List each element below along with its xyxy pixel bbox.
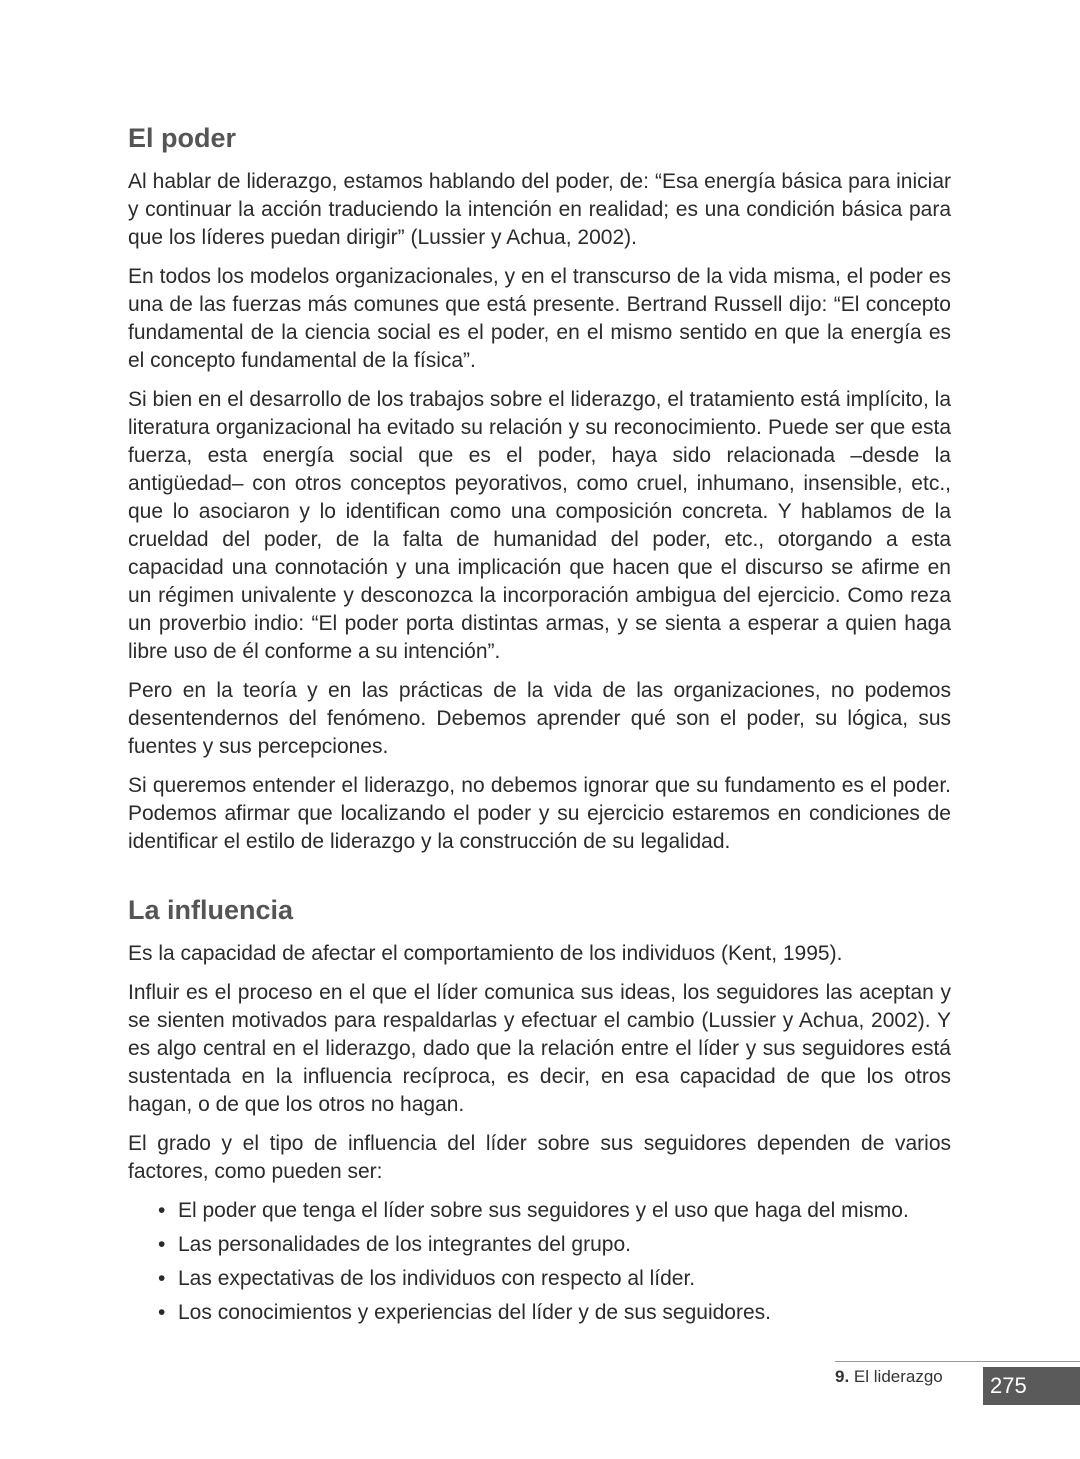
footer-chapter-label (835, 1366, 943, 1388)
list-item-text: Los conocimientos y experiencias del líder y de sus seguidores. (178, 1301, 771, 1324)
page-content (128, 118, 951, 1333)
paragraph: Al hablar de liderazgo, estamos hablando del poder, de: “Esa energía básica para iniciar y continuar la acción traduciendo la intención en realidad; es una condición básica para que los líderes puedan dirigir” (Lussier y Achua, 2002). (128, 170, 951, 249)
page-number-box (983, 1367, 1080, 1405)
chapter-title: El liderazgo (853, 1367, 943, 1386)
bullet-icon: • (158, 1233, 166, 1256)
bullet-icon: • (158, 1199, 166, 1222)
list-item-text: El poder que tenga el líder sobre sus seguidores y el uso que haga del mismo. (178, 1199, 909, 1222)
list-item (128, 1299, 951, 1327)
list-item (128, 1197, 951, 1225)
list-item-text: Las personalidades de los integrantes del grupo. (178, 1233, 631, 1256)
paragraph: Si queremos entender el liderazgo, no debemos ignorar que su fundamento es el poder. Podemos afirmar que localizando el poder y su ejercicio estaremos en condiciones de identificar el estilo de liderazgo y la construcción de su legalidad. (128, 774, 951, 853)
section-heading-influencia: La influencia (128, 895, 294, 925)
list-item (128, 1265, 951, 1293)
list-item (128, 1231, 951, 1259)
paragraph: En todos los modelos organizacionales, y en el transcurso de la vida misma, el poder es una de las fuerzas más comunes que está presente. Bertrand Russell dijo: “El concepto fundamental de la ciencia social es el poder, en el mismo sentido en que la energía es el concepto fundamental de la física”. (128, 265, 951, 372)
bullet-icon: • (158, 1267, 166, 1290)
list-item-text: Las expectativas de los individuos con respecto al líder. (178, 1267, 696, 1290)
paragraph: Es la capacidad de afectar el comportamiento de los individuos (Kent, 1995). (128, 942, 843, 965)
paragraph: Pero en la teoría y en las prácticas de la vida de las organizaciones, no podemos desentendernos del fenómeno. Debemos aprender qué son el poder, su lógica, sus fuentes y sus percepciones. (128, 679, 951, 758)
bullet-icon: • (158, 1301, 166, 1324)
paragraph: Si bien en el desarrollo de los trabajos sobre el liderazgo, el tratamiento está implícito, la literatura organizacional ha evitado su relación y su reconocimiento. Puede ser que esta fuerza, esta energía social que es el poder, haya sido relacionada –desde la antigüedad– con otros conceptos peyorativos, como cruel, inhumano, insensible, etc., que lo asociaron y lo identifican como una composición concreta. Y hablamos de la crueldad del poder, de la falta de humanidad del poder, etc., otorgando a esta capacidad una connotación y una implicación que hacen que el discurso se afirme en un régimen univalente y desconozca la incorporación ambigua del ejercicio. Como reza un proverbio indio: “El poder porta distintas armas, y se sienta a esperar a quien haga libre uso de él conforme a su intención”. (128, 388, 951, 663)
factors-list (128, 1197, 951, 1327)
paragraph: El grado y el tipo de influencia del líder sobre sus seguidores dependen de varios factores, como pueden ser: (128, 1132, 951, 1183)
section-heading-poder: El poder (128, 123, 237, 153)
chapter-number: 9. (835, 1367, 850, 1386)
page-number: 275 (990, 1373, 1027, 1398)
paragraph: Influir es el proceso en el que el líder comunica sus ideas, los seguidores las aceptan y se sienten motivados para respaldarlas y efectuar el cambio (Lussier y Achua, 2002). Y es algo central en el liderazgo, dado que la relación entre el líder y sus seguidores está sustentada en la influencia recíproca, es decir, en esa capacidad de que los otros hagan, o de que los otros no hagan. (128, 981, 951, 1116)
footer-divider (835, 1361, 1080, 1362)
